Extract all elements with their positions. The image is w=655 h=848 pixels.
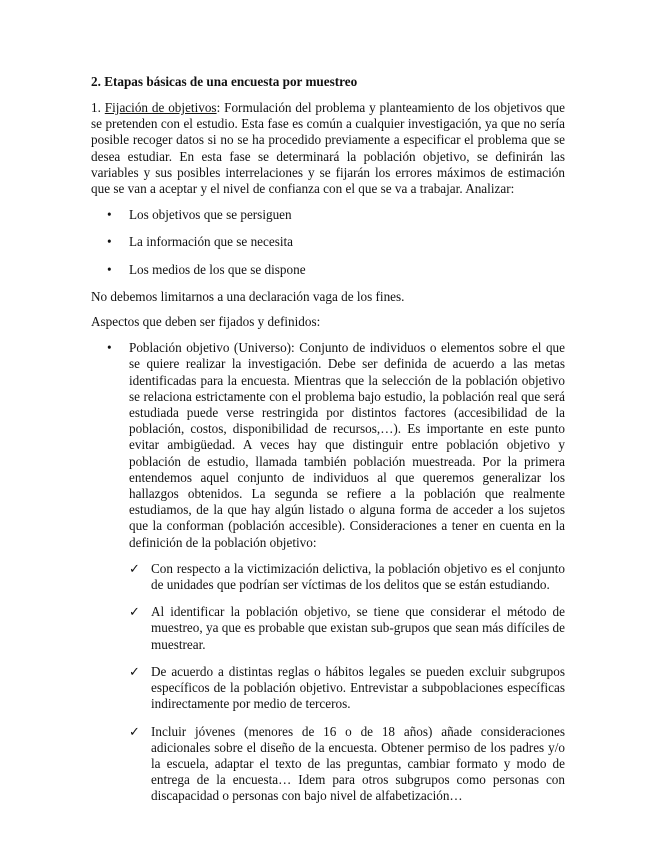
objectives-term: Fijación de objetivos [104, 100, 217, 115]
bullet-icon: • [107, 207, 112, 223]
bullet-icon: • [107, 234, 112, 250]
checkmark-icon: ✓ [129, 663, 140, 679]
list-item: ✓ De acuerdo a distintas reglas o hábitos legales se pueden excluir subgrupos específicos de la población objetivo. Entrevistar a subpoblaciones específicas indirectamente por medio de terceros. [129, 663, 565, 712]
bullet-icon: • [107, 340, 112, 356]
aspects-paragraph: Aspectos que deben ser fijados y definidos: [91, 314, 321, 330]
considerations-list [91, 561, 565, 805]
section-heading: 2. Etapas básicas de una encuesta por muestreo [91, 74, 358, 89]
objectives-text: : Formulación del problema y planteamiento de los objetivos que se pretenden con el estudio. Esta fase es común a cualquier investigación, ya que no sería posible recoger datos si no se ha procedido previamente a especificar el problema que se desea estudiar. En esta fase se determinará la población objetivo, se definirán las variables y sus posibles interrelaciones y se fijarán los errores máximos de estimación que se van a aceptar y el nivel de confianza con el que se va a trabajar. Analizar: [91, 100, 566, 197]
bullet-icon: • [107, 261, 112, 277]
checkmark-icon: ✓ [129, 604, 140, 620]
population-text: Población objetivo (Universo): Conjunto de individuos o elementos sobre el que se quiere realizar la investigación. Debe ser definida de acuerdo a las metas identificadas para la encuesta. Mientras que la selección de la población objetivo se relaciona estrictamente con el problema bajo estudio, la población real que será estudiada puede verse restringida por distintos factores (accesibilidad de la población, costos, disponibilidad de recursos,…). Es importante en este punto evitar ambigüedad. A veces hay que distinguir entre población objetivo y población de estudio, llamada también población muestreada. Por la primera entendemos aquel conjunto de individuos al que queremos generalizar los hallazgos obtenidos. La segunda se refiere a la población que realmente estudiamos, de la que hay algún listado o alguna forma de acceder a los sujetos que la conforman (población accesible). Consideraciones a tener en cuenta en la definición de la población objetivo: [129, 340, 565, 550]
vague-goals-paragraph: No debemos limitarnos a una declaración vaga de los fines. [91, 288, 405, 304]
population-item [91, 340, 565, 551]
list-item: • Los objetivos que se persiguen [107, 207, 292, 223]
list-item: • Los medios de los que se dispone [107, 261, 306, 277]
list-item: ✓ Incluir jóvenes (menores de 16 o de 18 años) añade consideraciones adicionales sobre el diseño de la encuesta. Obtener permiso de los padres y/o la escuela, adaptar el texto de las preguntas, cambiar formato y modo de entrega de la encuesta… Idem para otros subgrupos como personas con discapacidad o personas con bajo nivel de alfabetización… [129, 723, 565, 804]
document-page [91, 74, 565, 816]
list-item: • La información que se necesita [107, 234, 294, 250]
list-item: ✓ Con respecto a la victimización delictiva, la población objetivo es el conjunto de unidades que podrían ser víctimas de los delitos que se están estudiando. [129, 560, 565, 593]
list-item: ✓ Al identificar la población objetivo, se tiene que considerar el método de muestreo, ya que es probable que existan sub-grupos que sean más difíciles de muestrear. [129, 604, 565, 652]
objectives-paragraph [91, 100, 565, 197]
checkmark-icon: ✓ [129, 723, 140, 739]
step-number: 1. [91, 100, 105, 115]
analyze-list [91, 207, 565, 278]
checkmark-icon: ✓ [129, 560, 140, 576]
